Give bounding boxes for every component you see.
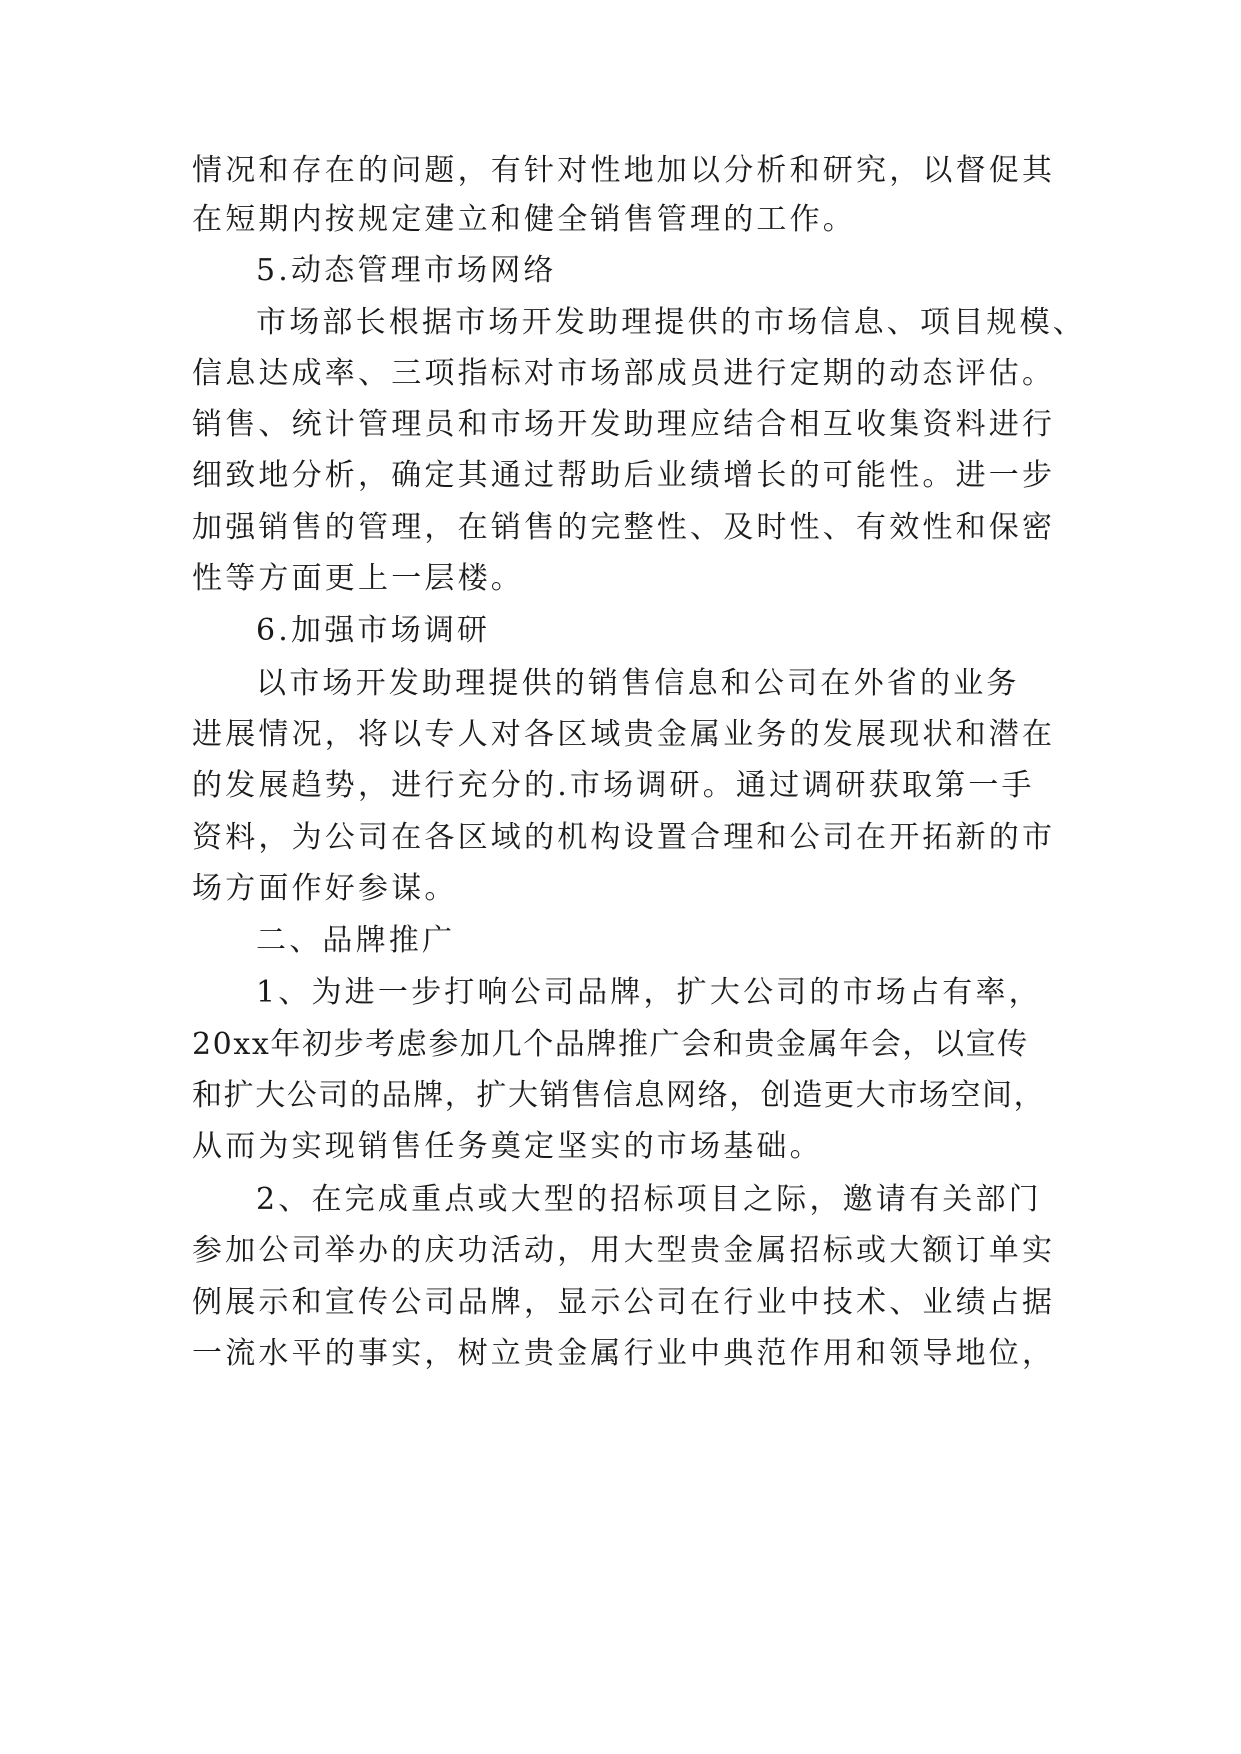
section-heading: 6.加强市场调研 — [256, 613, 491, 648]
paragraph-first-line: 市场部长根据市场开发助理提供的市场信息、项目规模、 — [256, 305, 1086, 340]
text-line: 细致地分析，确定其通过帮助后业绩增长的可能性。进一步 — [192, 458, 1056, 493]
text-line: 在短期内按规定建立和健全销售管理的工作。 — [192, 202, 856, 237]
text-line: 场方面作好参谋。 — [192, 871, 458, 906]
text-line: 的发展趋势，进行充分的.市场调研。通过调研获取第一手 — [192, 768, 1035, 803]
text-line: 性等方面更上一层楼。 — [192, 561, 524, 596]
paragraph-first-line: 1、为进一步打响公司品牌，扩大公司的市场占有率， — [256, 975, 1042, 1010]
text-line: 情况和存在的问题，有针对性地加以分析和研究，以督促其 — [192, 153, 1056, 188]
text-line: 和扩大公司的品牌，扩大销售信息网络，创造更大市场空间， — [192, 1078, 1046, 1113]
text-line: 20xx年初步考虑参加几个品牌推广会和贵金属年会，以宣传 — [192, 1027, 1029, 1062]
text-line: 从而为实现销售任务奠定坚实的市场基础。 — [192, 1129, 823, 1164]
section-heading: 二、品牌推广 — [256, 923, 456, 958]
text-line: 加强销售的管理，在销售的完整性、及时性、有效性和保密 — [192, 510, 1056, 545]
text-line: 资料，为公司在各区域的机构设置合理和公司在开拓新的市 — [192, 820, 1056, 855]
section-heading: 5.动态管理市场网络 — [256, 253, 557, 288]
text-line: 销售、统计管理员和市场开发助理应结合相互收集资料进行 — [192, 407, 1056, 442]
text-line: 参加公司举办的庆功活动，用大型贵金属招标或大额订单实 — [192, 1233, 1056, 1268]
text-line: 信息达成率、三项指标对市场部成员进行定期的动态评估。 — [192, 356, 1056, 391]
text-line: 例展示和宣传公司品牌，显示公司在行业中技术、业绩占据 — [192, 1285, 1056, 1320]
paragraph-first-line: 2、在完成重点或大型的招标项目之际，邀请有关部门 — [256, 1182, 1042, 1217]
paragraph-first-line: 以市场开发助理提供的销售信息和公司在外省的业务 — [256, 666, 1020, 701]
text-line: 进展情况，将以专人对各区域贵金属业务的发展现状和潜在 — [192, 717, 1056, 752]
text-line: 一流水平的事实，树立贵金属行业中典范作用和领导地位， — [192, 1336, 1056, 1371]
